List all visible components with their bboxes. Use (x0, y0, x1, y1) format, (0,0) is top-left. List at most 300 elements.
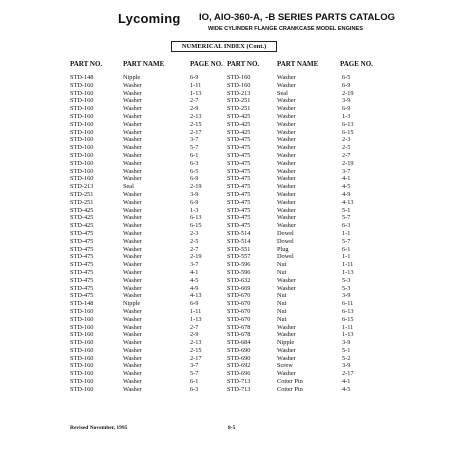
part-number: STD-160 (70, 378, 94, 386)
part-name: Nut (277, 307, 287, 315)
table-row (70, 168, 225, 176)
page-number-ref: 4-5 (342, 183, 351, 191)
page-number-ref: 5-2 (342, 354, 351, 362)
table-row (227, 238, 377, 246)
page-number-ref: 1-1 (342, 229, 351, 237)
part-number: STD-514 (227, 237, 251, 245)
table-row (227, 246, 377, 254)
table-row (227, 113, 377, 121)
part-number: STD-251 (70, 190, 94, 198)
part-name: Washer (123, 81, 142, 89)
part-name: Cotter Pin (277, 385, 303, 393)
page-number-ref: 2-7 (190, 97, 199, 105)
part-name: Nipple (123, 300, 141, 308)
part-number: STD-475 (70, 268, 94, 276)
part-name: Washer (123, 144, 142, 152)
part-number: STD-669 (227, 284, 251, 292)
part-name: Washer (123, 214, 142, 222)
page-number-ref: 2-19 (190, 183, 202, 191)
part-name: Nut (277, 268, 287, 276)
part-number: STD-475 (227, 198, 251, 206)
table-row (227, 292, 377, 300)
table-row (70, 238, 225, 246)
part-name: Washer (277, 136, 296, 144)
table-row (227, 370, 377, 378)
table-row (70, 129, 225, 137)
table-row (70, 74, 225, 82)
page-number-ref: 4-13 (342, 198, 354, 206)
part-name: Washer (123, 89, 142, 97)
table-row (70, 214, 225, 222)
table-row (227, 285, 377, 293)
part-number: STD-160 (70, 362, 94, 370)
page-number-ref: 4-1 (342, 175, 351, 183)
table-row (70, 292, 225, 300)
page-number-ref: 2-19 (342, 89, 354, 97)
table-row (70, 316, 225, 324)
part-name: Seal (277, 89, 288, 97)
page-number-ref: 2-5 (342, 144, 351, 152)
part-name: Washer (123, 167, 142, 175)
part-name: Washer (277, 346, 296, 354)
part-name: Washer (123, 354, 142, 362)
page-number-ref: 2-7 (190, 323, 199, 331)
table-row (227, 175, 377, 183)
table-row (227, 230, 377, 238)
page-number-ref: 2-17 (190, 128, 202, 136)
table-row (70, 230, 225, 238)
part-name: Seal (123, 183, 134, 191)
table-row (227, 82, 377, 90)
part-name: Nipple (123, 74, 141, 81)
table-row (70, 347, 225, 355)
header-right-part-name: PART NAME (277, 60, 319, 68)
part-name: Washer (123, 292, 142, 300)
part-name: Washer (123, 370, 142, 378)
page-number-ref: 2-19 (342, 159, 354, 167)
part-number: STD-475 (70, 237, 94, 245)
part-name: Washer (123, 253, 142, 261)
part-number: STD-160 (70, 128, 94, 136)
part-number: STD-213 (70, 183, 94, 191)
table-row (227, 136, 377, 144)
page-number-ref: 4-5 (342, 385, 351, 393)
part-number: STD-596 (227, 261, 251, 269)
page-number-ref: 6-13 (342, 120, 354, 128)
part-name: Washer (123, 268, 142, 276)
part-name: Dowel (277, 229, 294, 237)
page-number-ref: 3-7 (190, 136, 199, 144)
table-row (70, 324, 225, 332)
part-name: Washer (123, 159, 142, 167)
part-number: STD-148 (70, 300, 94, 308)
part-number: STD-251 (70, 198, 94, 206)
page-number-ref: 6-9 (190, 198, 199, 206)
part-number: STD-160 (70, 81, 94, 89)
table-row (227, 129, 377, 137)
part-number: STD-684 (227, 339, 251, 347)
page-number-ref: 1-13 (190, 315, 202, 323)
table-row (227, 160, 377, 168)
part-name: Washer (277, 97, 296, 105)
table-row (70, 121, 225, 129)
page-number-ref: 4-13 (190, 292, 202, 300)
page-number-ref: 1-3 (342, 112, 351, 120)
table-row (70, 362, 225, 370)
part-name: Washer (123, 245, 142, 253)
part-number: STD-425 (227, 128, 251, 136)
table-row (227, 362, 377, 370)
table-row (227, 355, 377, 363)
table-row (227, 300, 377, 308)
page-number-ref: 6-15 (190, 222, 202, 230)
page-number-ref: 3-9 (342, 292, 351, 300)
part-number: STD-160 (70, 315, 94, 323)
part-number: STD-475 (70, 292, 94, 300)
page-number-ref: 3-7 (190, 261, 199, 269)
part-name: Washer (277, 331, 296, 339)
part-number: STD-690 (227, 354, 251, 362)
page-number-ref: 1-13 (342, 331, 354, 339)
part-number: STD-160 (70, 354, 94, 362)
table-row (227, 308, 377, 316)
part-name: Washer (123, 346, 142, 354)
part-name: Washer (123, 206, 142, 214)
part-name: Washer (123, 198, 142, 206)
page-number-ref: 2-13 (190, 339, 202, 347)
page-number-ref: 1-11 (342, 261, 354, 269)
part-number: STD-475 (70, 276, 94, 284)
table-row (70, 222, 225, 230)
table-row (227, 316, 377, 324)
part-name: Washer (123, 120, 142, 128)
page-number-ref: 6-9 (190, 175, 199, 183)
part-name: Washer (277, 144, 296, 152)
page-number-ref: 5-7 (190, 370, 199, 378)
part-name: Dowel (277, 237, 294, 245)
part-name: Washer (277, 190, 296, 198)
part-number: STD-678 (227, 323, 251, 331)
part-number: STD-160 (227, 81, 251, 89)
page-number-ref: 5-1 (342, 346, 351, 354)
page-number-ref: 2-7 (342, 151, 351, 159)
part-number: STD-160 (70, 323, 94, 331)
table-row (227, 214, 377, 222)
table-row (227, 386, 377, 394)
part-name: Washer (123, 331, 142, 339)
part-name: Washer (277, 206, 296, 214)
page-number-ref: 2-17 (342, 370, 354, 378)
part-number: STD-160 (70, 167, 94, 175)
page-number-ref: 6-5 (342, 74, 351, 81)
header-left-part-name: PART NAME (123, 60, 165, 68)
part-name: Washer (123, 378, 142, 386)
page-number-ref: 6-9 (342, 81, 351, 89)
part-name: Washer (277, 354, 296, 362)
part-number: STD-160 (70, 370, 94, 378)
table-row (227, 253, 377, 261)
table-row (70, 308, 225, 316)
part-name: Washer (123, 362, 142, 370)
part-name: Washer (123, 339, 142, 347)
table-row (70, 82, 225, 90)
page-number-ref: 2-15 (190, 120, 202, 128)
table-row (227, 90, 377, 98)
page-number-ref: 6-13 (190, 214, 202, 222)
part-number: STD-475 (70, 253, 94, 261)
part-name: Washer (123, 175, 142, 183)
part-name: Washer (123, 323, 142, 331)
table-row (70, 152, 225, 160)
part-number: STD-160 (70, 89, 94, 97)
page-number-ref: 6-1 (342, 245, 351, 253)
table-row (227, 105, 377, 113)
header-left-page-no: PAGE NO. (190, 60, 223, 68)
part-number: STD-160 (70, 105, 94, 113)
table-row (70, 105, 225, 113)
page-number-ref: 2-5 (190, 237, 199, 245)
part-number: STD-425 (227, 120, 251, 128)
catalog-subtitle: WIDE CYLINDER FLANGE CRANKCASE MODEL ENGINES (208, 26, 363, 32)
page-number-ref: 2-13 (190, 112, 202, 120)
part-name: Dowel (277, 253, 294, 261)
table-row (70, 269, 225, 277)
table-row (227, 183, 377, 191)
page-number-ref: 2-9 (190, 105, 199, 113)
part-name: Washer (277, 120, 296, 128)
page-number-ref: 6-11 (342, 300, 354, 308)
page-number-ref: 5-1 (342, 206, 351, 214)
part-name: Washer (123, 112, 142, 120)
part-number: STD-551 (227, 245, 251, 253)
part-number: STD-475 (227, 159, 251, 167)
part-number: STD-670 (227, 315, 251, 323)
part-name: Washer (123, 97, 142, 105)
brand-logo-text: Lycoming (118, 11, 181, 26)
page-number-ref: 6-3 (190, 159, 199, 167)
table-row (70, 160, 225, 168)
table-row (70, 191, 225, 199)
page-number-ref: 2-15 (190, 346, 202, 354)
part-name: Washer (277, 370, 296, 378)
part-number: STD-475 (227, 167, 251, 175)
page-number-ref: 6-1 (190, 151, 199, 159)
page-number-ref: 2-3 (342, 136, 351, 144)
part-name: Washer (123, 237, 142, 245)
table-row (227, 144, 377, 152)
table-row (70, 144, 225, 152)
table-row (70, 136, 225, 144)
page-number-ref: 1-11 (190, 81, 202, 89)
table-row (70, 253, 225, 261)
part-number: STD-251 (227, 105, 251, 113)
page-number-ref: 1-1 (342, 253, 351, 261)
part-name: Washer (277, 112, 296, 120)
catalog-title: IO, AIO-360-A, -B SERIES PARTS CATALOG (199, 12, 395, 23)
table-row (70, 370, 225, 378)
part-name: Washer (277, 284, 296, 292)
part-number: STD-475 (227, 214, 251, 222)
part-name: Nipple (277, 339, 295, 347)
table-row (227, 168, 377, 176)
page-number-ref: 4-5 (190, 276, 199, 284)
page-number-ref: 1-11 (190, 307, 202, 315)
table-row (70, 277, 225, 285)
page-number-ref: 4-1 (190, 268, 199, 276)
part-number: STD-713 (227, 378, 251, 386)
part-name: Plug (277, 245, 289, 253)
table-row (70, 175, 225, 183)
table-row (227, 207, 377, 215)
part-number: STD-670 (227, 300, 251, 308)
table-row (70, 285, 225, 293)
part-number: STD-475 (70, 261, 94, 269)
page-number-ref: 3-9 (342, 339, 351, 347)
part-number: STD-160 (70, 97, 94, 105)
page-number-ref: 5-3 (342, 276, 351, 284)
part-number: STD-475 (70, 284, 94, 292)
table-row (70, 97, 225, 105)
page-number: 8-5 (228, 425, 236, 431)
table-row (70, 113, 225, 121)
page-number-ref: 1-13 (342, 268, 354, 276)
section-title-box: NUMERICAL INDEX (Cont.) (171, 41, 277, 52)
part-number: STD-160 (70, 112, 94, 120)
part-name: Washer (277, 167, 296, 175)
table-row (70, 331, 225, 339)
part-number: STD-713 (227, 385, 251, 393)
table-row (227, 269, 377, 277)
part-name: Nut (277, 292, 287, 300)
part-number: STD-696 (227, 370, 251, 378)
table-row (227, 331, 377, 339)
page-number-ref: 6-5 (190, 167, 199, 175)
part-number: STD-160 (70, 385, 94, 393)
part-number: STD-632 (227, 276, 251, 284)
part-name: Washer (123, 151, 142, 159)
page-number-ref: 2-9 (190, 331, 199, 339)
part-number: STD-160 (70, 331, 94, 339)
page-number-ref: 3-9 (190, 190, 199, 198)
part-name: Washer (123, 307, 142, 315)
part-number: STD-475 (227, 190, 251, 198)
table-row (70, 261, 225, 269)
page-number-ref: 5-7 (342, 214, 351, 222)
page-number-ref: 6-15 (342, 315, 354, 323)
part-name: Washer (277, 276, 296, 284)
table-row (70, 183, 225, 191)
part-name: Washer (123, 128, 142, 136)
part-number: STD-160 (227, 74, 251, 81)
part-name: Washer (123, 222, 142, 230)
page-number-ref: 3-7 (190, 362, 199, 370)
part-name: Washer (123, 276, 142, 284)
part-name: Washer (277, 222, 296, 230)
page-number-ref: 6-9 (190, 300, 199, 308)
page-number-ref: 1-11 (342, 323, 354, 331)
page-number-ref: 3-9 (342, 97, 351, 105)
part-name: Washer (277, 214, 296, 222)
part-number: STD-425 (70, 206, 94, 214)
table-row (227, 222, 377, 230)
page-number-ref: 2-3 (190, 229, 199, 237)
page-number-ref: 4-1 (342, 378, 351, 386)
part-name: Washer (123, 315, 142, 323)
part-name: Screw (277, 362, 293, 370)
page-number-ref: 5-3 (342, 284, 351, 292)
part-name: Washer (123, 229, 142, 237)
part-number: STD-670 (227, 307, 251, 315)
page-number-ref: 1-13 (190, 89, 202, 97)
part-number: STD-425 (70, 222, 94, 230)
part-number: STD-160 (70, 151, 94, 159)
part-name: Nut (277, 300, 287, 308)
part-name: Washer (277, 159, 296, 167)
table-row (70, 246, 225, 254)
part-name: Washer (277, 74, 296, 81)
part-number: STD-148 (70, 74, 94, 81)
table-row (70, 355, 225, 363)
page-number-ref: 5-7 (190, 144, 199, 152)
left-index-table (70, 74, 225, 394)
part-name: Washer (277, 183, 296, 191)
header-right-page-no: PAGE NO. (340, 60, 373, 68)
part-number: STD-160 (70, 136, 94, 144)
table-row (70, 386, 225, 394)
part-name: Washer (123, 261, 142, 269)
page-number-ref: 2-19 (190, 253, 202, 261)
header-right-part-no: PART NO. (227, 60, 260, 68)
part-number: STD-475 (70, 245, 94, 253)
page-number-ref: 3-7 (342, 167, 351, 175)
part-number: STD-475 (227, 175, 251, 183)
page-number-ref: 3-9 (342, 362, 351, 370)
page-number-ref: 6-9 (190, 74, 199, 81)
part-number: STD-475 (70, 229, 94, 237)
part-number: STD-475 (227, 222, 251, 230)
part-number: STD-692 (227, 362, 251, 370)
table-row (70, 90, 225, 98)
page-number-ref: 6-15 (342, 128, 354, 136)
table-row (227, 199, 377, 207)
part-number: STD-160 (70, 307, 94, 315)
table-row (70, 207, 225, 215)
table-row (227, 74, 377, 82)
part-number: STD-475 (227, 183, 251, 191)
page-number-ref: 6-3 (190, 385, 199, 393)
part-number: STD-475 (227, 144, 251, 152)
part-number: STD-678 (227, 331, 251, 339)
table-row (227, 152, 377, 160)
page-number-ref: 2-17 (190, 354, 202, 362)
part-number: STD-475 (227, 206, 251, 214)
part-number: STD-160 (70, 159, 94, 167)
table-row (227, 347, 377, 355)
part-number: STD-425 (70, 214, 94, 222)
part-number: STD-425 (227, 112, 251, 120)
table-row (70, 378, 225, 386)
part-name: Washer (277, 81, 296, 89)
header-left-part-no: PART NO. (70, 60, 103, 68)
page-number-ref: 4-9 (342, 190, 351, 198)
page-number-ref: 6-9 (342, 105, 351, 113)
part-number: STD-596 (227, 268, 251, 276)
table-row (227, 261, 377, 269)
part-number: STD-160 (70, 175, 94, 183)
part-name: Washer (123, 385, 142, 393)
part-name: Washer (277, 175, 296, 183)
part-name: Nut (277, 315, 287, 323)
